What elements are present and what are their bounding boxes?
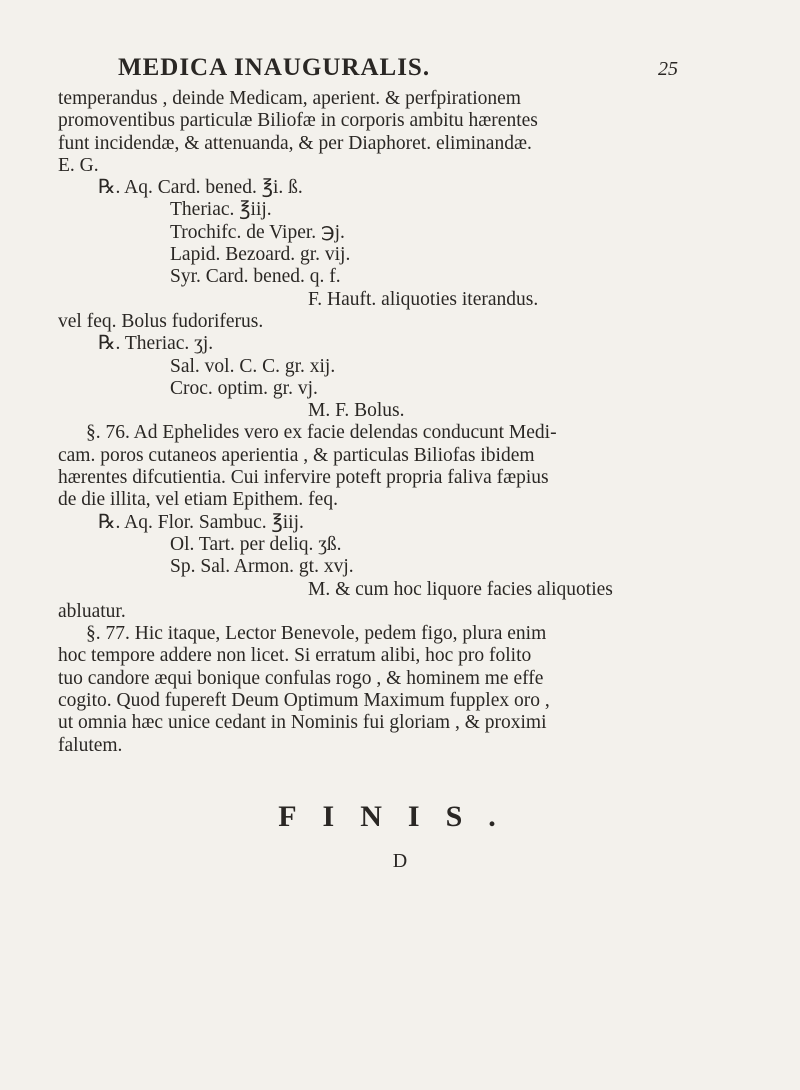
- text-line: funt incidendæ, & attenuanda, & per Diaphoret. eliminandæ.: [58, 132, 532, 154]
- recipe-line: Croc. optim. gr. vj.: [170, 377, 318, 399]
- recipe-end: F. Hauft. aliquoties iterandus.: [308, 288, 539, 310]
- page-number: 25: [658, 58, 678, 80]
- recipe-line: ℞. Aq. Flor. Sambuc. ℥iij.: [98, 511, 304, 533]
- finis-heading: FINIS.: [278, 800, 522, 833]
- paragraph-77-cont: [58, 645, 748, 756]
- page-header: [118, 54, 678, 88]
- text-line: cam. poros cutaneos aperientia , & particulas Biliofas ibidem: [58, 444, 535, 466]
- text-line: de die illita, vel etiam Epithem. feq.: [58, 489, 338, 511]
- bolus-intro: vel feq. Bolus fudoriferus.: [58, 310, 264, 332]
- text-line: E. G.: [58, 154, 99, 176]
- recipe-line: ℞. Theriac. ʒj.: [98, 333, 214, 355]
- running-title: MEDICA INAUGURALIS.: [118, 54, 431, 81]
- text-line: §. 77. Hic itaque, Lector Benevole, pedem figo, plura enim: [86, 623, 547, 645]
- text-line: promoventibus particulæ Biliofæ in corporis ambitu hærentes: [58, 110, 538, 132]
- text-line: tuo candore æqui bonique confulas rogo , & hominem me effe: [58, 667, 544, 689]
- recipe-line: ℞. Aq. Card. bened. ℥i. ß.: [98, 177, 303, 199]
- text-line: ut omnia hæc unice cedant in Nominis fui gloriam , & proximi: [58, 712, 547, 734]
- paragraph-77: [58, 623, 748, 645]
- text-line: hoc tempore addere non licet. Si erratum alibi, hoc pro folito: [58, 645, 532, 667]
- paragraph-76: [58, 422, 748, 444]
- recipe-end: M. F. Bolus.: [308, 400, 405, 422]
- abluatur-line: abluatur.: [58, 600, 126, 622]
- text-line: hærentes difcutientia. Cui infervire poteft propria faliva fæpius: [58, 467, 549, 489]
- recipe-bolus: [58, 333, 748, 422]
- recipe-line: Ol. Tart. per deliq. ʒß.: [170, 533, 342, 555]
- recipe-epithem: [58, 512, 748, 601]
- text-line: §. 76. Ad Ephelides vero ex facie delendas conducunt Medi-: [86, 422, 557, 444]
- text-line: temperandus , deinde Medicam, aperient. & perfpirationem: [58, 88, 521, 109]
- recipe-line: Sp. Sal. Armon. gt. xvj.: [170, 556, 354, 578]
- text-body: [58, 88, 748, 757]
- signature-mark: D: [392, 850, 408, 872]
- recipe-line: Sal. vol. C. C. gr. xij.: [170, 355, 336, 377]
- text-line: cogito. Quod fupereft Deum Optimum Maximum fupplex oro ,: [58, 690, 550, 712]
- recipe-line: Syr. Card. bened. q. f.: [170, 266, 341, 288]
- recipe-end: M. & cum hoc liquore facies aliquoties: [308, 578, 613, 600]
- recipe-line: Trochifc. de Viper. ℈j.: [170, 221, 345, 243]
- intro-paragraph: [58, 88, 748, 177]
- recipe-line: Theriac. ℥iij.: [170, 199, 272, 221]
- text-line: falutem.: [58, 734, 123, 756]
- recipe-haustus: [58, 177, 748, 311]
- recipe-line: Lapid. Bezoard. gr. vij.: [170, 244, 351, 266]
- paragraph-76-cont: [58, 445, 748, 512]
